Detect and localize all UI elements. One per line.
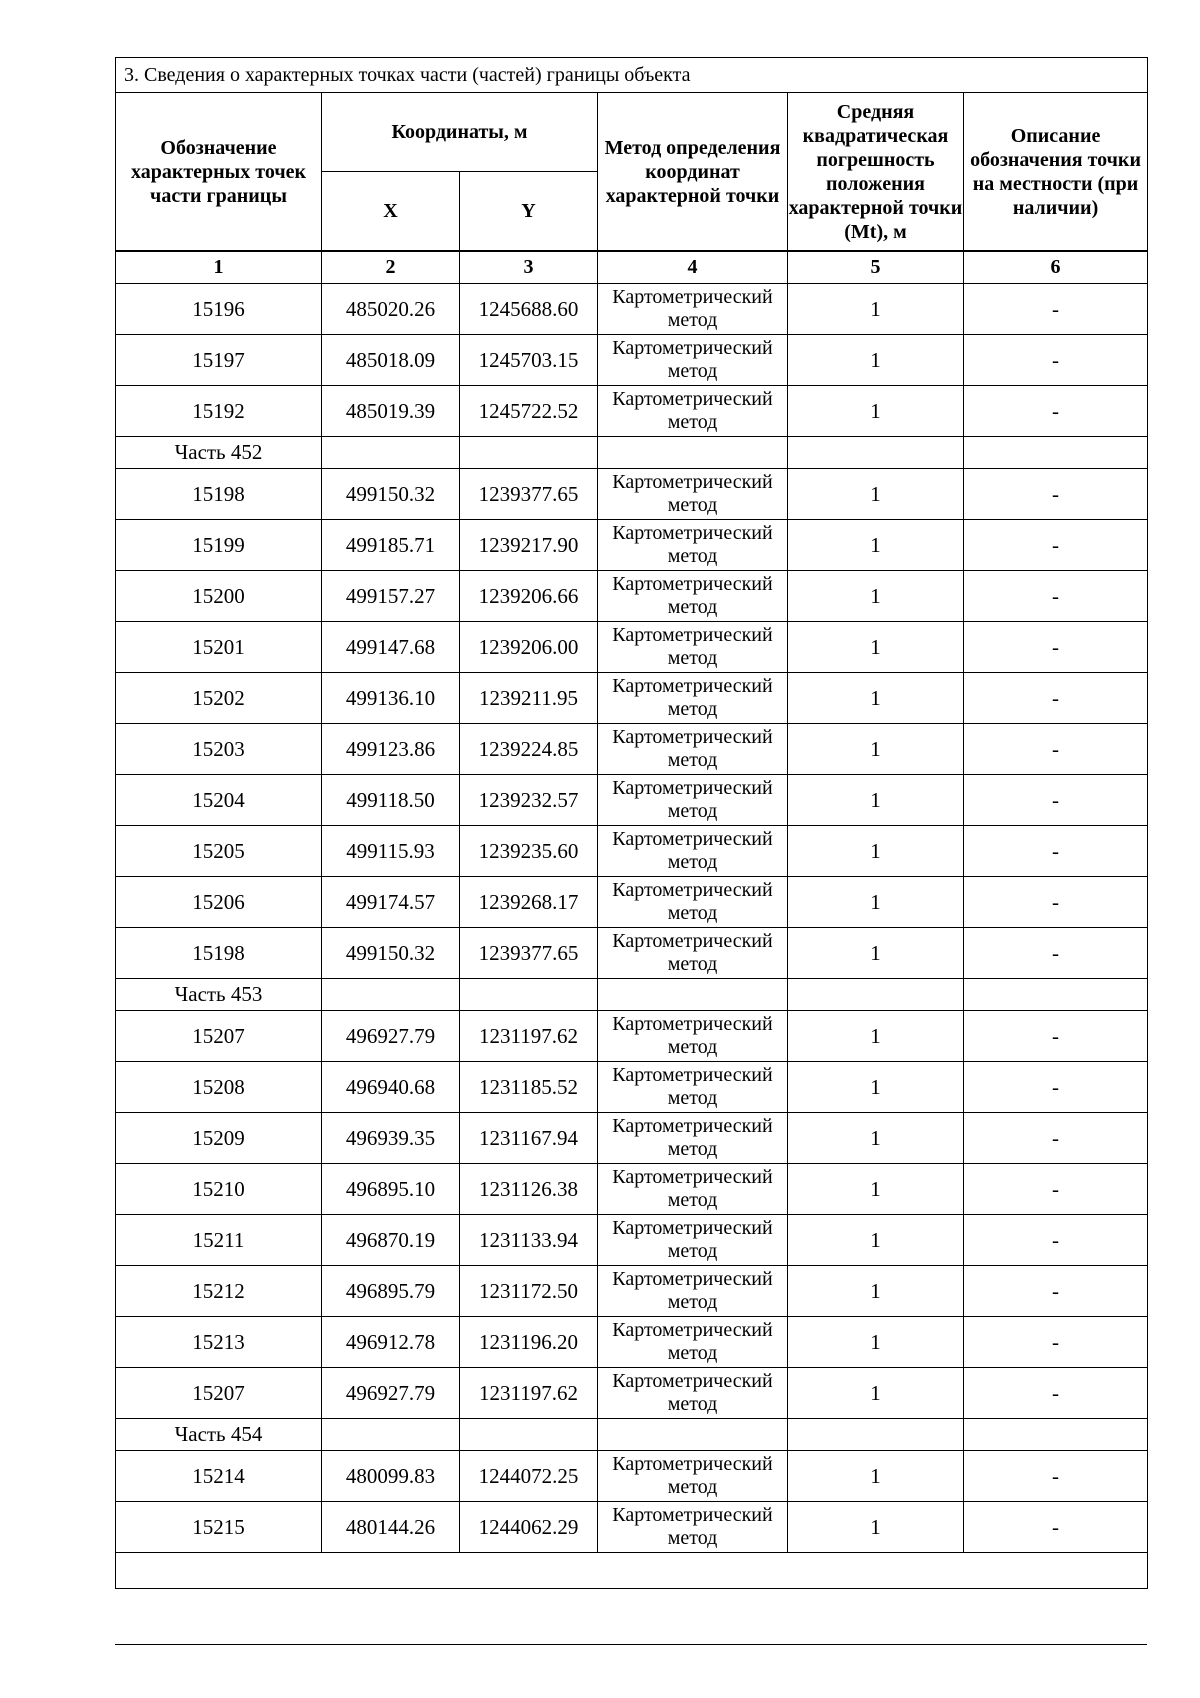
point-description: -	[964, 1266, 1148, 1317]
point-id: 15199	[116, 520, 322, 571]
coord-x: 499115.93	[322, 826, 460, 877]
table-row	[116, 335, 1148, 386]
boundary-points-table	[115, 57, 1148, 1589]
method-text: Картометрический метод	[612, 1370, 773, 1415]
coord-x: 485018.09	[322, 335, 460, 386]
point-description: -	[964, 622, 1148, 673]
method-cell	[598, 1317, 788, 1368]
point-description: -	[964, 877, 1148, 928]
coord-x: 496895.79	[322, 1266, 460, 1317]
coord-y: 1239377.65	[460, 928, 598, 979]
coord-y: 1231167.94	[460, 1113, 598, 1164]
table-row	[116, 469, 1148, 520]
header-point-designation: Обозначение характерных точек части границы	[116, 93, 322, 252]
point-description: -	[964, 928, 1148, 979]
point-id: 15211	[116, 1215, 322, 1266]
header-y: Y	[460, 172, 598, 252]
empty-cell	[322, 979, 460, 1011]
section-title: 3. Сведения о характерных точках части (частей) границы объекта	[116, 58, 1148, 93]
method-cell	[598, 1266, 788, 1317]
coord-y: 1239211.95	[460, 673, 598, 724]
empty-cell	[598, 979, 788, 1011]
coord-y: 1245722.52	[460, 386, 598, 437]
table-row	[116, 622, 1148, 673]
table-row	[116, 386, 1148, 437]
method-cell	[598, 1011, 788, 1062]
part-label: Часть 454	[116, 1419, 322, 1451]
point-description: -	[964, 284, 1148, 335]
coord-y: 1231197.62	[460, 1011, 598, 1062]
coord-x: 499150.32	[322, 928, 460, 979]
point-id: 15210	[116, 1164, 322, 1215]
point-description: -	[964, 1113, 1148, 1164]
mean-square-error: 1	[788, 724, 964, 775]
table-row	[116, 724, 1148, 775]
empty-cell	[598, 1419, 788, 1451]
method-text: Картометрический метод	[612, 1268, 773, 1313]
point-id: 15196	[116, 284, 322, 335]
coord-y: 1239268.17	[460, 877, 598, 928]
mean-square-error: 1	[788, 469, 964, 520]
header-coordinates: Координаты, м	[322, 93, 598, 172]
coord-y: 1239217.90	[460, 520, 598, 571]
point-id: 15213	[116, 1317, 322, 1368]
point-id: 15192	[116, 386, 322, 437]
point-id: 15215	[116, 1502, 322, 1553]
coord-y: 1231196.20	[460, 1317, 598, 1368]
coord-x: 499118.50	[322, 775, 460, 826]
coord-y: 1239235.60	[460, 826, 598, 877]
point-id: 15200	[116, 571, 322, 622]
method-text: Картометрический метод	[612, 1453, 773, 1498]
method-cell	[598, 1368, 788, 1419]
table-row	[116, 826, 1148, 877]
part-row	[116, 437, 1148, 469]
table-row	[116, 928, 1148, 979]
part-row	[116, 1419, 1148, 1451]
table-row	[116, 877, 1148, 928]
coord-y: 1231172.50	[460, 1266, 598, 1317]
header-error: Средняя квадратическая погрешность положения характерной точки (Mt), м	[788, 93, 964, 252]
table-row	[116, 1164, 1148, 1215]
empty-cell	[460, 979, 598, 1011]
part-label: Часть 453	[116, 979, 322, 1011]
header-x: X	[322, 172, 460, 252]
table-row	[116, 1451, 1148, 1502]
method-cell	[598, 775, 788, 826]
mean-square-error: 1	[788, 1011, 964, 1062]
empty-cell	[788, 1419, 964, 1451]
coord-y: 1244062.29	[460, 1502, 598, 1553]
mean-square-error: 1	[788, 1164, 964, 1215]
mean-square-error: 1	[788, 571, 964, 622]
coord-x: 496927.79	[322, 1368, 460, 1419]
coord-x: 499174.57	[322, 877, 460, 928]
method-cell	[598, 1451, 788, 1502]
method-text: Картометрический метод	[612, 624, 773, 669]
table-row	[116, 1011, 1148, 1062]
coord-x: 485019.39	[322, 386, 460, 437]
method-text: Картометрический метод	[612, 1064, 773, 1109]
point-id: 15209	[116, 1113, 322, 1164]
point-id: 15203	[116, 724, 322, 775]
point-id: 15202	[116, 673, 322, 724]
column-number: 1	[116, 251, 322, 284]
method-cell	[598, 826, 788, 877]
method-cell	[598, 724, 788, 775]
point-description: -	[964, 1317, 1148, 1368]
mean-square-error: 1	[788, 1062, 964, 1113]
point-id: 15206	[116, 877, 322, 928]
coord-y: 1231185.52	[460, 1062, 598, 1113]
coord-x: 496939.35	[322, 1113, 460, 1164]
method-text: Картометрический метод	[612, 930, 773, 975]
point-id: 15212	[116, 1266, 322, 1317]
point-description: -	[964, 826, 1148, 877]
footer-rule	[115, 1644, 1147, 1645]
empty-cell	[322, 437, 460, 469]
point-description: -	[964, 775, 1148, 826]
coord-y: 1231197.62	[460, 1368, 598, 1419]
empty-cell	[460, 1419, 598, 1451]
point-description: -	[964, 724, 1148, 775]
method-text: Картометрический метод	[612, 1504, 773, 1549]
mean-square-error: 1	[788, 1502, 964, 1553]
method-text: Картометрический метод	[612, 573, 773, 618]
table-row	[116, 1266, 1148, 1317]
mean-square-error: 1	[788, 928, 964, 979]
method-text: Картометрический метод	[612, 675, 773, 720]
method-cell	[598, 335, 788, 386]
column-number: 6	[964, 251, 1148, 284]
method-text: Картометрический метод	[612, 388, 773, 433]
coord-y: 1231126.38	[460, 1164, 598, 1215]
table-row	[116, 1368, 1148, 1419]
mean-square-error: 1	[788, 1215, 964, 1266]
point-id: 15204	[116, 775, 322, 826]
point-id: 15205	[116, 826, 322, 877]
table-row	[116, 1215, 1148, 1266]
point-id: 15197	[116, 335, 322, 386]
empty-cell	[788, 979, 964, 1011]
empty-cell	[322, 1419, 460, 1451]
empty-cell	[964, 1419, 1148, 1451]
point-description: -	[964, 1368, 1148, 1419]
table-row	[116, 284, 1148, 335]
coord-y: 1231133.94	[460, 1215, 598, 1266]
method-cell	[598, 1164, 788, 1215]
coord-y: 1239206.00	[460, 622, 598, 673]
point-id: 15201	[116, 622, 322, 673]
column-number: 5	[788, 251, 964, 284]
coord-x: 480144.26	[322, 1502, 460, 1553]
coord-x: 499147.68	[322, 622, 460, 673]
method-text: Картометрический метод	[612, 522, 773, 567]
point-id: 15208	[116, 1062, 322, 1113]
point-id: 15214	[116, 1451, 322, 1502]
coord-y: 1239224.85	[460, 724, 598, 775]
point-description: -	[964, 1011, 1148, 1062]
point-description: -	[964, 469, 1148, 520]
mean-square-error: 1	[788, 1317, 964, 1368]
empty-cell	[964, 979, 1148, 1011]
mean-square-error: 1	[788, 335, 964, 386]
point-id: 15198	[116, 469, 322, 520]
method-text: Картометрический метод	[612, 777, 773, 822]
coord-x: 496940.68	[322, 1062, 460, 1113]
coord-x: 499185.71	[322, 520, 460, 571]
coord-y: 1239377.65	[460, 469, 598, 520]
method-cell	[598, 622, 788, 673]
method-text: Картометрический метод	[612, 1013, 773, 1058]
point-description: -	[964, 1215, 1148, 1266]
mean-square-error: 1	[788, 1451, 964, 1502]
method-text: Картометрический метод	[612, 1217, 773, 1262]
coord-x: 496927.79	[322, 1011, 460, 1062]
method-cell	[598, 877, 788, 928]
coord-y: 1239232.57	[460, 775, 598, 826]
empty-cell	[964, 437, 1148, 469]
empty-cell	[116, 1553, 1148, 1589]
mean-square-error: 1	[788, 775, 964, 826]
mean-square-error: 1	[788, 386, 964, 437]
part-label: Часть 452	[116, 437, 322, 469]
coord-y: 1245703.15	[460, 335, 598, 386]
method-cell	[598, 1502, 788, 1553]
method-text: Картометрический метод	[612, 471, 773, 516]
table-row	[116, 673, 1148, 724]
method-cell	[598, 1062, 788, 1113]
method-cell	[598, 284, 788, 335]
table-row	[116, 520, 1148, 571]
mean-square-error: 1	[788, 622, 964, 673]
method-text: Картометрический метод	[612, 726, 773, 771]
point-description: -	[964, 1502, 1148, 1553]
table-row	[116, 1317, 1148, 1368]
method-cell	[598, 673, 788, 724]
table-row	[116, 1062, 1148, 1113]
point-description: -	[964, 520, 1148, 571]
method-cell	[598, 1215, 788, 1266]
method-text: Картометрический метод	[612, 286, 773, 331]
mean-square-error: 1	[788, 826, 964, 877]
header-method: Метод определения координат характерной точки	[598, 93, 788, 252]
coord-x: 485020.26	[322, 284, 460, 335]
method-text: Картометрический метод	[612, 1166, 773, 1211]
mean-square-error: 1	[788, 1113, 964, 1164]
point-description: -	[964, 335, 1148, 386]
empty-row	[116, 1553, 1148, 1589]
method-cell	[598, 469, 788, 520]
column-number: 2	[322, 251, 460, 284]
method-cell	[598, 571, 788, 622]
coord-x: 499136.10	[322, 673, 460, 724]
column-number: 3	[460, 251, 598, 284]
method-cell	[598, 386, 788, 437]
point-description: -	[964, 1164, 1148, 1215]
method-cell	[598, 520, 788, 571]
table-row	[116, 775, 1148, 826]
empty-cell	[598, 437, 788, 469]
mean-square-error: 1	[788, 877, 964, 928]
coord-x: 480099.83	[322, 1451, 460, 1502]
point-description: -	[964, 571, 1148, 622]
point-description: -	[964, 386, 1148, 437]
coord-y: 1244072.25	[460, 1451, 598, 1502]
point-id: 15198	[116, 928, 322, 979]
method-text: Картометрический метод	[612, 1319, 773, 1364]
part-row	[116, 979, 1148, 1011]
coord-x: 499157.27	[322, 571, 460, 622]
table-body	[116, 284, 1148, 1553]
coord-x: 499123.86	[322, 724, 460, 775]
column-numbers-row	[116, 251, 1148, 284]
mean-square-error: 1	[788, 520, 964, 571]
table-row	[116, 571, 1148, 622]
method-text: Картометрический метод	[612, 879, 773, 924]
point-id: 15207	[116, 1368, 322, 1419]
empty-cell	[460, 437, 598, 469]
method-cell	[598, 928, 788, 979]
coord-x: 499150.32	[322, 469, 460, 520]
table-row	[116, 1502, 1148, 1553]
method-text: Картометрический метод	[612, 1115, 773, 1160]
point-description: -	[964, 1062, 1148, 1113]
point-id: 15207	[116, 1011, 322, 1062]
table-row	[116, 1113, 1148, 1164]
coord-y: 1239206.66	[460, 571, 598, 622]
header-description: Описание обозначения точки на местности (при наличии)	[964, 93, 1148, 252]
point-description: -	[964, 1451, 1148, 1502]
method-text: Картометрический метод	[612, 828, 773, 873]
method-cell	[598, 1113, 788, 1164]
mean-square-error: 1	[788, 1368, 964, 1419]
point-description: -	[964, 673, 1148, 724]
coord-x: 496895.10	[322, 1164, 460, 1215]
mean-square-error: 1	[788, 284, 964, 335]
mean-square-error: 1	[788, 1266, 964, 1317]
column-number: 4	[598, 251, 788, 284]
mean-square-error: 1	[788, 673, 964, 724]
empty-cell	[788, 437, 964, 469]
coord-x: 496870.19	[322, 1215, 460, 1266]
coord-x: 496912.78	[322, 1317, 460, 1368]
method-text: Картометрический метод	[612, 337, 773, 382]
coord-y: 1245688.60	[460, 284, 598, 335]
